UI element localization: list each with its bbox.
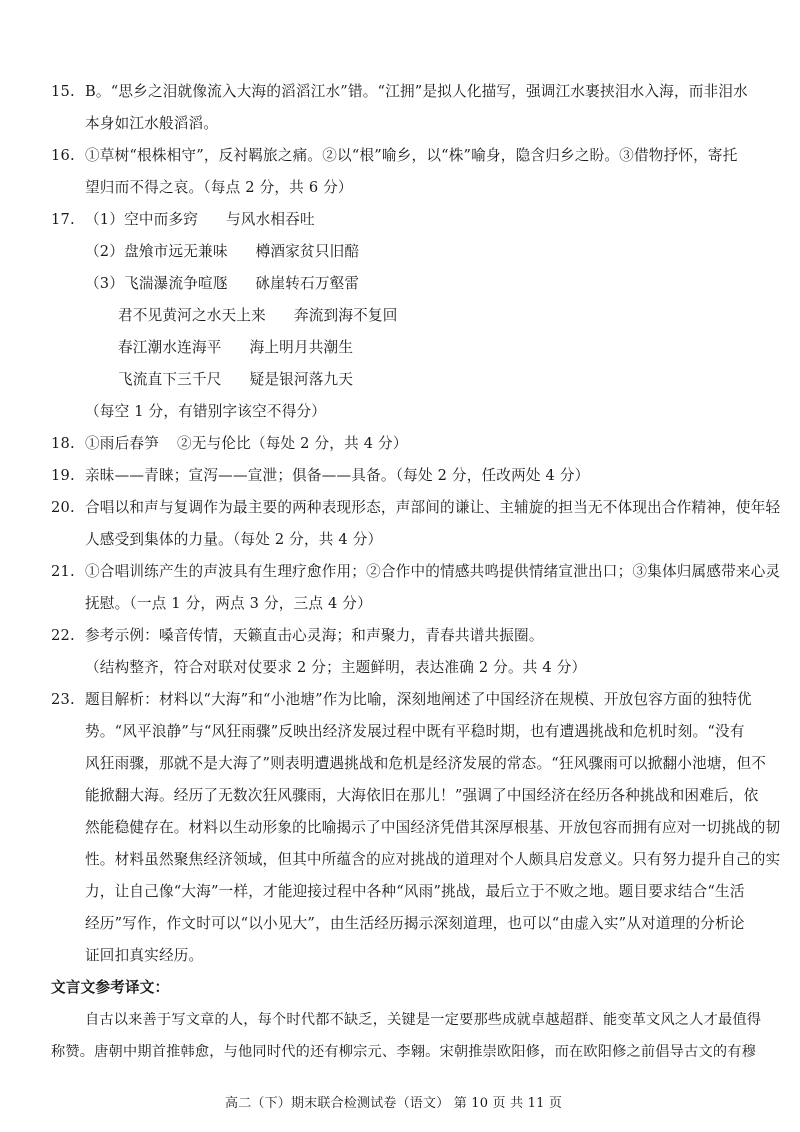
q20-line-1 [51,498,780,518]
q17-r1-label: （1）空中而多窍 [85,211,199,228]
q18-a: ①雨后春笋 [85,435,159,452]
q17-r4-a: 君不见黄河之水天上来 [118,307,266,324]
translation-heading: 文言文参考译文： [51,979,170,996]
q18-b: ②无与伦比（每处 2 分，共 4 分） [176,435,408,452]
q23-text-1: 题目解析：材料以“大海”和“小池塘”作为比喻，深刻地阐述了中国经济在规模、开放包容方面的独特优 [85,691,752,708]
q23-line-8: 经历”写作，作文时可以“以小见大”，由生活经历揭示深刻道理，也可以“由虚入实”从对道理的分析论 [85,915,745,932]
q16-number: 16. [51,147,75,164]
q22-line-2: （结构整齐，符合对联对仗要求 2 分；主题鲜明，表达准确 2 分。共 4 分） [85,659,587,676]
q17-row-5 [118,338,353,358]
q17-r6-b: 疑是银河落九天 [249,371,354,388]
q16-line-1 [51,146,738,166]
q23-line-6: 性。材料虽然聚焦经济领域，但其中所蕴含的应对挑战的道理对个人颇具启发意义。只有努力提升自己的实 [85,851,781,868]
q22-number: 22. [51,627,75,644]
q17-row-1 [51,210,315,230]
q17-row-2 [85,242,359,262]
q17-row-3 [85,274,359,294]
q23-line-9: 证回扣真实经历。 [85,947,204,964]
q23-number: 23. [51,691,75,708]
q21-line-2: 抚慰。（一点 1 分，两点 3 分，三点 4 分） [85,595,372,612]
q21-number: 21. [51,563,75,580]
q17-r1-b: 与风水相吞吐 [226,211,315,228]
q17-r5-a: 春江潮水连海平 [118,339,222,356]
q19-line [51,466,589,486]
page-footer: 高二（下）期末联合检测试卷（语文） 第 10 页 共 11 页 [225,1096,563,1111]
q19-number: 19. [51,467,75,484]
translation-line-2: 称赞。唐朝中期首推韩愈，与他同时代的还有柳宗元、李翱。宋朝推崇欧阳修，而在欧阳修之前倡导古文的有穆 [51,1044,756,1060]
q17-r6-a: 飞流直下三千尺 [118,371,222,388]
q18-line [51,434,408,454]
q17-r3-label: （3）飞湍瀑流争喧豗 [85,275,228,292]
q18-number: 18. [51,435,75,452]
q15-text-1: B。“思乡之泪就像流入大海的滔滔江水”错。“江拥”是拟人化描写，强调江水裹挟泪水入海，而非泪水 [85,83,748,100]
q20-number: 20. [51,499,75,516]
q22-line-1 [51,626,544,646]
q19-text: 亲昧——青睐；宣泻——宣泄；俱备——具备。（每处 2 分，任改两处 4 分） [85,467,590,484]
q16-text-1: ①草树“根株相守”，反衬羁旅之痛。②以“根”喻乡，以“株”喻身，隐含归乡之盼。③借物抒怀，寄托 [85,147,738,164]
q23-line-1 [51,690,752,710]
q16-line-2: 望归而不得之哀。（每点 2 分，共 6 分） [85,179,353,196]
q23-line-7: 力，让自己像“大海”一样，才能迎接过程中各种“风雨”挑战，最后立于不败之地。题目要求结合“生活 [85,883,745,900]
q23-line-5: 然能稳健存在。材料以生动形象的比喻揭示了中国经济凭借其深厚根基、开放包容而拥有应对一切挑战的韧 [85,819,781,836]
q17-r2-label: （2）盘飧市远无兼味 [85,243,228,260]
q23-line-3: 风狂雨骤，那就不是大海了”则表明遭遇挑战和危机是经济发展的常态。“狂风骤雨可以掀翻小池塘，但不 [85,755,767,772]
q17-row-6 [118,370,353,390]
q17-r2-b: 樽酒家贫只旧醅 [255,243,360,260]
q23-line-4: 能掀翻大海。经历了无数次狂风骤雨，大海依旧在那儿！”强调了中国经济在经历各种挑战和困难后，依 [85,787,759,804]
q21-line-1 [51,562,780,582]
q17-r3-b: 砯崖转石万壑雷 [255,275,360,292]
translation-line-1: 自古以来善于写文章的人，每个时代都不缺乏，关键是一定要那些成就卓越超群、能变革文风之人才最值得 [85,1012,762,1028]
q20-text-1: 合唱以和声与复调作为最主要的两种表现形态，声部间的谦让、主辅旋的担当无不体现出合作精神，使年轻 [85,499,781,516]
q23-line-2: 势。“风平浪静”与“风狂雨骤”反映出经济发展过程中既有平稳时期，也有遭遇挑战和危机时刻。“没有 [85,723,745,740]
q17-note: （每空 1 分，有错别字该空不得分） [85,403,327,420]
q17-row-4 [118,306,398,326]
q17-number: 17. [51,211,75,228]
q15-number: 15. [51,83,75,100]
q15-line-2: 本身如江水般滔滔。 [85,115,219,132]
q17-r4-b: 奔流到海不复回 [293,307,398,324]
q21-text-1: ①合唱训练产生的声波具有生理疗愈作用；②合作中的情感共鸣提供情绪宣泄出口；③集体归属感带来心灵 [85,563,781,580]
q15-line-1 [51,82,748,102]
q20-line-2: 人感受到集体的力量。（每处 2 分，共 4 分） [85,531,383,548]
q22-text-1: 参考示例：嗓音传情，天籁直击心灵海；和声聚力，青春共谱共振圈。 [85,627,544,644]
q17-r5-b: 海上明月共潮生 [249,339,354,356]
